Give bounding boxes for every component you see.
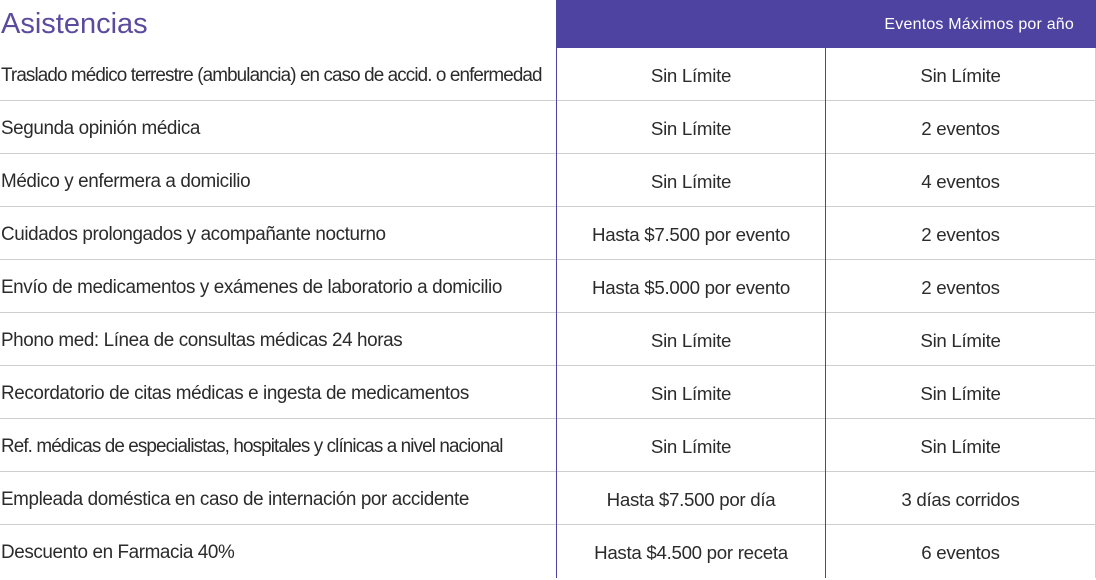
row-events: 2 eventos bbox=[825, 207, 1096, 260]
row-name: Médico y enfermera a domicilio bbox=[1, 171, 251, 192]
max-events-header: Eventos Máximos por año bbox=[884, 16, 1074, 33]
row-limit: Sin Límite bbox=[556, 366, 825, 419]
row-events: Sin Límite bbox=[825, 313, 1096, 366]
row-name: Segunda opinión médica bbox=[1, 118, 200, 139]
row-name: Ref. médicas de especialistas, hospitales y clínicas a nivel nacional bbox=[1, 436, 503, 457]
row-limit: Sin Límite bbox=[556, 48, 825, 101]
row-limit: Sin Límite bbox=[556, 154, 825, 207]
row-limit: Hasta $5.000 por evento bbox=[556, 260, 825, 313]
table-header-row bbox=[0, 0, 1096, 48]
row-name: Empleada doméstica en caso de internación por accidente bbox=[1, 489, 469, 510]
row-limit: Hasta $7.500 por día bbox=[556, 472, 825, 525]
row-name: Envío de medicamentos y exámenes de laboratorio a domicilio bbox=[1, 277, 502, 298]
row-events: Sin Límite bbox=[825, 366, 1096, 419]
table-row bbox=[0, 366, 1096, 419]
row-name: Phono med: Línea de consultas médicas 24 horas bbox=[1, 330, 403, 351]
row-name: Cuidados prolongados y acompañante nocturno bbox=[1, 224, 386, 245]
row-name: Traslado médico terrestre (ambulancia) en caso de accid. o enfermedad bbox=[1, 65, 542, 86]
table-row bbox=[0, 260, 1096, 313]
table-row bbox=[0, 101, 1096, 154]
assistance-rows bbox=[0, 48, 1096, 578]
row-limit: Hasta $7.500 por evento bbox=[556, 207, 825, 260]
table-row bbox=[0, 154, 1096, 207]
header-band bbox=[556, 0, 1096, 48]
row-limit: Sin Límite bbox=[556, 313, 825, 366]
row-name: Recordatorio de citas médicas e ingesta de medicamentos bbox=[1, 383, 469, 404]
section-title: Asistencias bbox=[1, 8, 148, 40]
table-row bbox=[0, 419, 1096, 472]
row-name: Descuento en Farmacia 40% bbox=[1, 542, 235, 563]
table-row bbox=[0, 48, 1096, 101]
row-events: 2 eventos bbox=[825, 260, 1096, 313]
row-events: Sin Límite bbox=[825, 48, 1096, 101]
table-row bbox=[0, 472, 1096, 525]
row-events: 6 eventos bbox=[825, 525, 1096, 578]
row-limit: Hasta $4.500 por receta bbox=[556, 525, 825, 578]
row-events: 3 días corridos bbox=[825, 472, 1096, 525]
table-row bbox=[0, 525, 1096, 578]
row-events: Sin Límite bbox=[825, 419, 1096, 472]
row-events: 2 eventos bbox=[825, 101, 1096, 154]
table-row bbox=[0, 207, 1096, 260]
row-limit: Sin Límite bbox=[556, 101, 825, 154]
table-row bbox=[0, 313, 1096, 366]
row-limit: Sin Límite bbox=[556, 419, 825, 472]
row-events: 4 eventos bbox=[825, 154, 1096, 207]
